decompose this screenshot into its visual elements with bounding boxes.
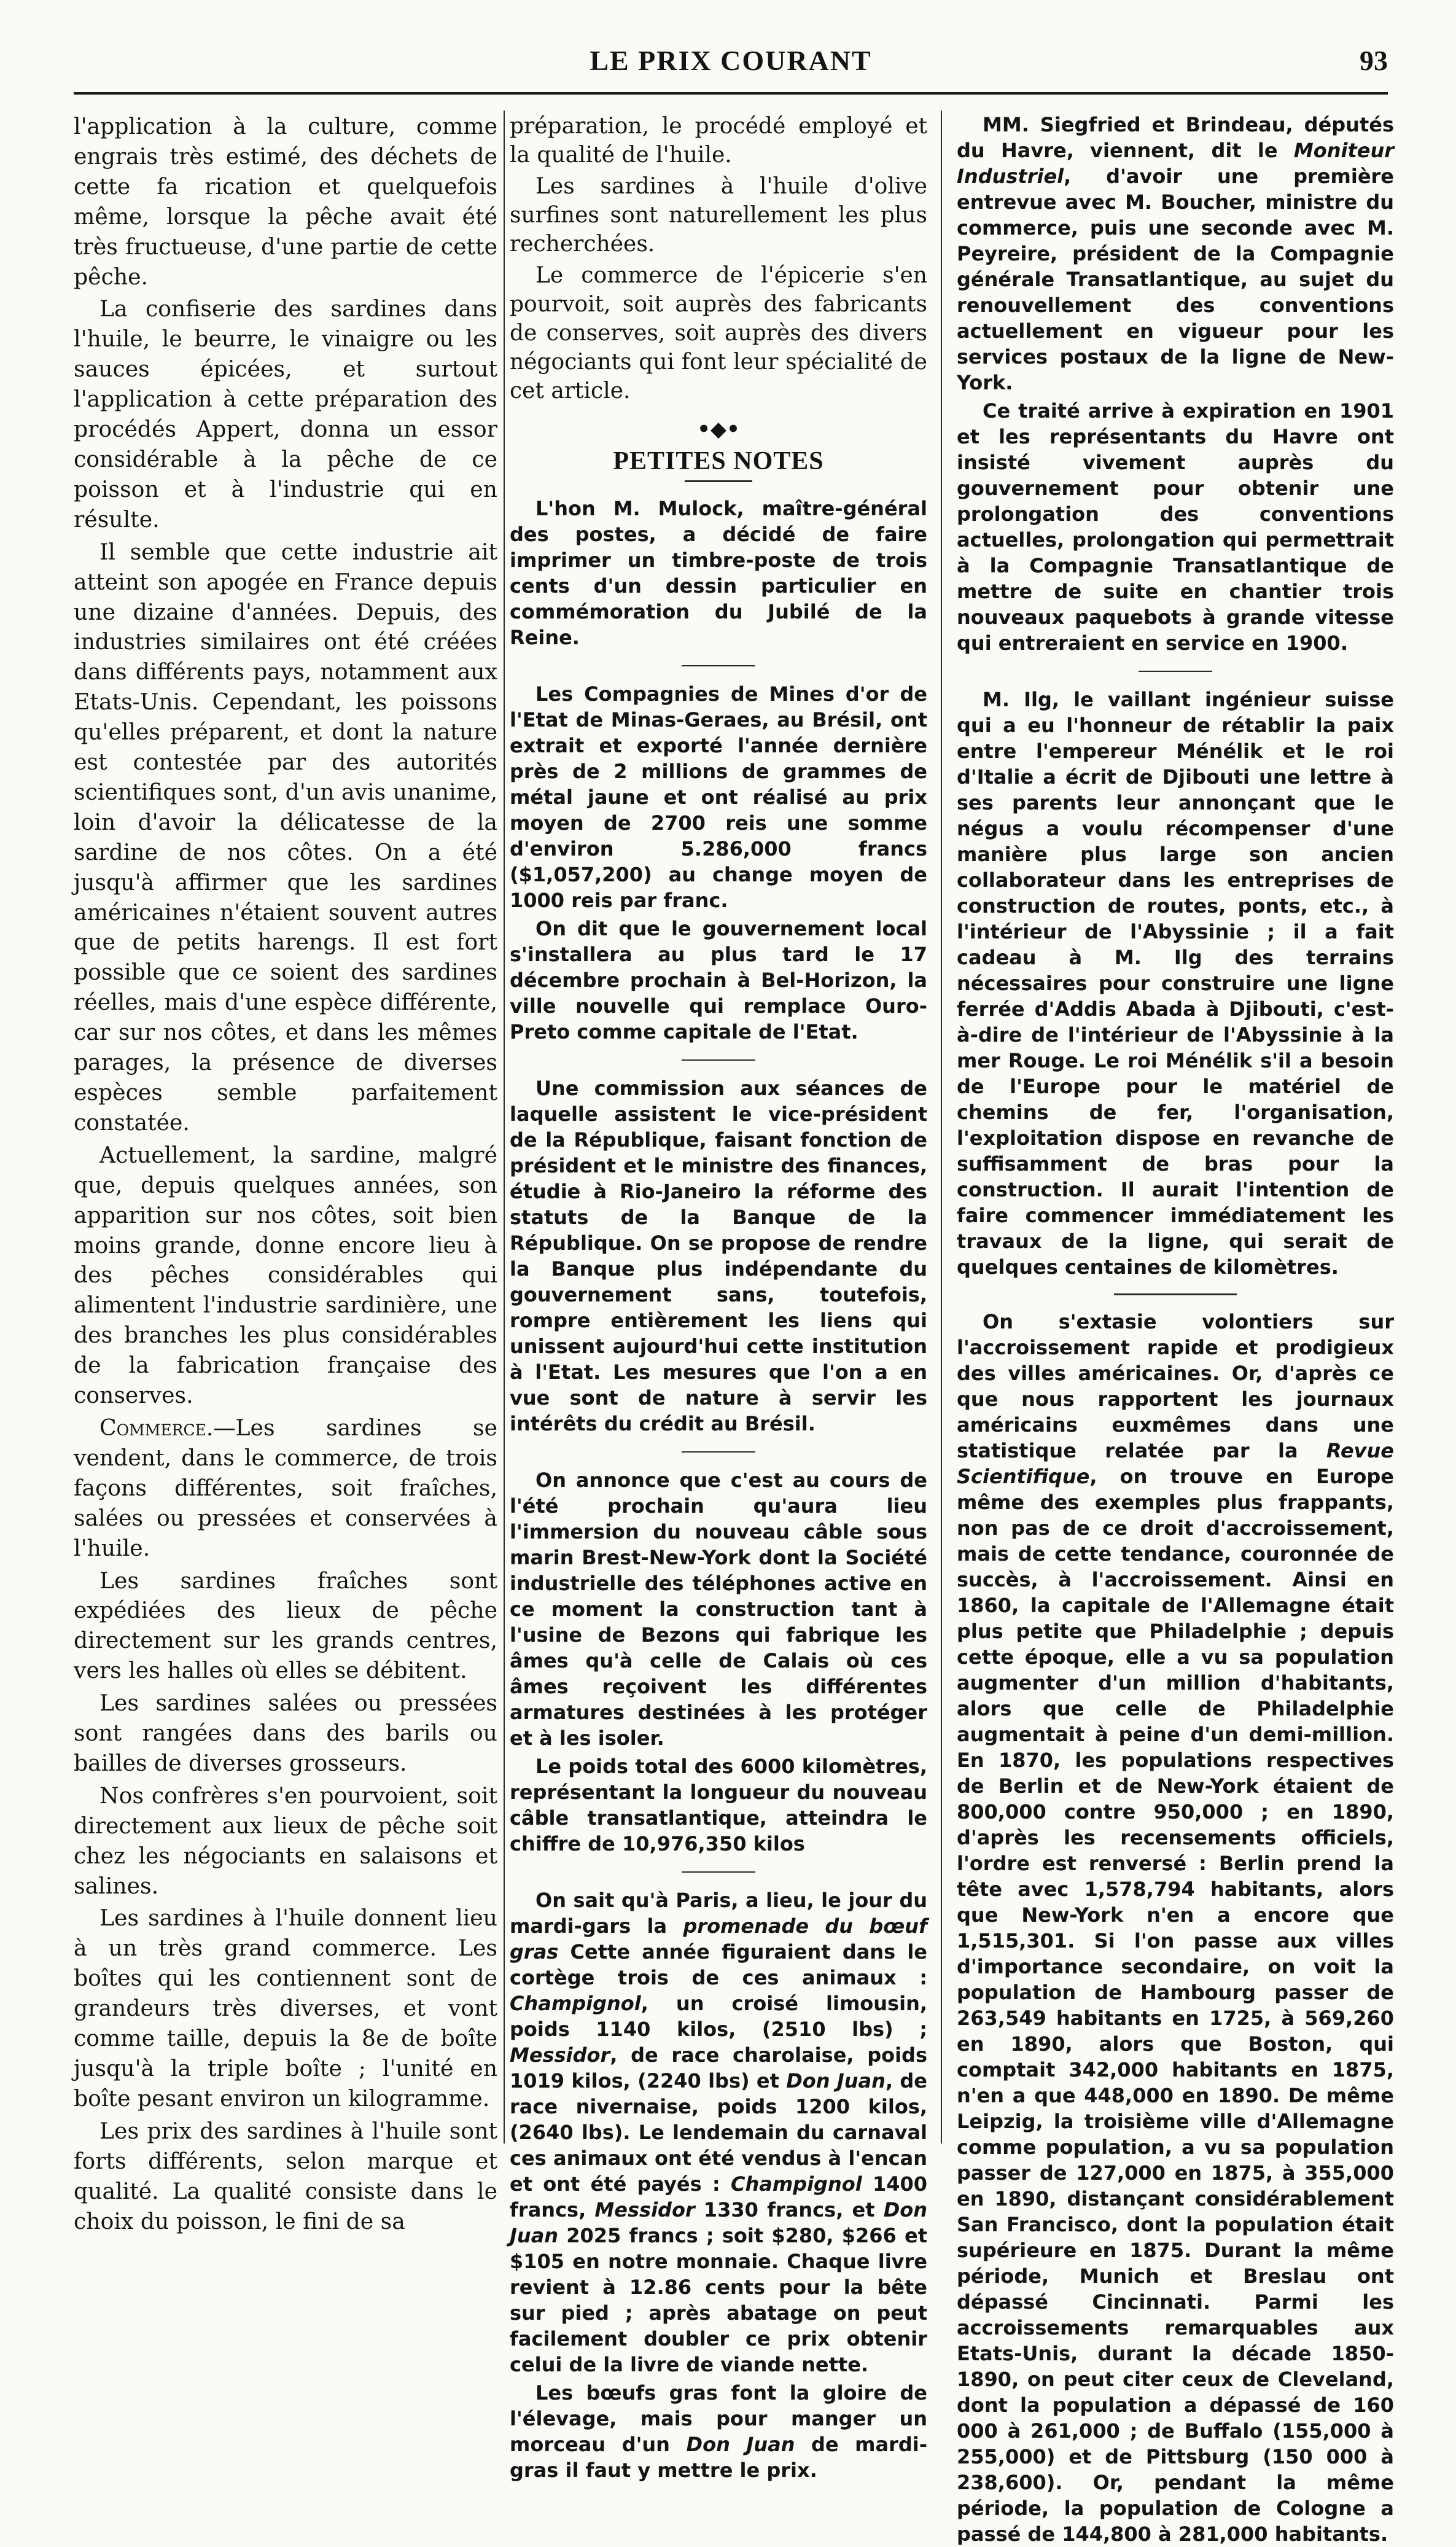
note-italic: Revue Scientifique xyxy=(957,1439,1394,1488)
paragraph: préparation, le procédé employé et la qualité de l'huile. xyxy=(510,114,927,168)
column-1 xyxy=(74,112,497,2234)
note-italic: Champignol xyxy=(730,2172,862,2196)
publication-title: LE PRIX COURANT xyxy=(590,45,872,76)
note-text: , un croisé limousin, poids 1140 kilos, (2510 lbs) ; xyxy=(510,1992,927,2041)
ornament-divider: •◆• xyxy=(697,417,740,442)
column-2 xyxy=(510,112,928,2482)
note-italic: promenade du bœuf gras xyxy=(510,1914,927,1964)
note-italic: Don Juan xyxy=(786,2069,886,2093)
paragraph: Les sardines à l'huile donnent lieu à un très grand commerce. Les boîtes qui les contiennent sont de grandeurs très diverses, et vont comme taille, depuis la 8e de boîte jusqu'à la triple boîte ; l'unité en boîte pesant environ un kilogramme. xyxy=(74,1905,497,2112)
note-italic: Messidor xyxy=(594,2198,695,2221)
note xyxy=(510,1887,927,2377)
page-header xyxy=(74,44,1388,87)
note: On annonce que c'est au cours de l'été prochain qu'aura lieu l'immersion du nouveau câble sous marin Brest-New-York dont la Société industrielle des téléphones active en ce moment la construction tant à l'usine de Bezons qui fabrique les âmes qu'à celle de Calais où ces âmes reçoivent les différentes armatures destinées à les protéger et à les isoler. xyxy=(510,1469,927,1750)
section-title: PETITES NOTES xyxy=(613,447,824,475)
note-text: On s'extasie volontiers sur l'accroissement rapide et prodigieux des villes américaines. Or, d'après ce que nous rapportent les journaux américains euxmêmes dans une statistique relatée par la xyxy=(957,1310,1394,1462)
column-3 xyxy=(957,112,1394,2546)
note-italic: Messidor xyxy=(510,2043,610,2067)
note-text: de mardi-gras il faut y mettre le prix. xyxy=(510,2433,928,2482)
paragraph: Le commerce de l'épicerie s'en pourvoit, soit auprès des fabricants de conserves, soit auprès des divers négociants qui font leur spécialité de cet article. xyxy=(510,263,927,404)
note-text: , de race charolaise, poids 1019 kilos, (2240 lbs) et xyxy=(510,2043,927,2093)
note-divider xyxy=(682,1871,755,1873)
paragraph: Les sardines salées ou pressées sont rangées dans des barils ou bailles de diverses grosseurs. xyxy=(74,1690,497,1776)
note-text: 1400 francs, xyxy=(510,2172,928,2221)
paragraph: Nos confrères s'en pourvoient, soit directement aux lieux de pêche soit chez les négociants en salaisons et salines. xyxy=(74,1782,497,1899)
note xyxy=(510,2380,927,2483)
commerce-label: Commerce. xyxy=(99,1414,214,1441)
note-italic: Moniteur Industriel xyxy=(957,139,1394,188)
note-italic: Champignol xyxy=(510,1992,641,2015)
note: Une commission aux séances de laquelle assistent le vice-président de la République, faisant fonction de président et le ministre des finances, étudie à Rio-Janeiro la réforme des statuts de la Banque de la République. On se propose de rendre la Banque plus indépendante du gouvernement sans, toutefois, rompre entièrement les liens qui unissent aujourd'hui cette institution à l'Etat. Les mesures que l'on a en vue sont de nature à servir les intérêts du crédit au Brésil. xyxy=(510,1077,927,1435)
column-divider-1 xyxy=(504,111,505,2143)
note-italic: Don Juan xyxy=(686,2433,795,2456)
paragraph: La confiserie des sardines dans l'huile, le beurre, le vinaigre ou les sauces épicées, et surtout l'application à cette préparation des procédés Appert, donna un essor considérable à la pêche de ce poisson et à l'industrie qui en résulte. xyxy=(74,295,497,532)
note-text: , on trouve en Europe même des exemples plus frappants, non pas de ce droit d'accroissement, mais de cette tendance, couronnée de succès, à l'accroissement. Ainsi en 1860, la capitale de l'Allemagne était plus petite que Philadelphie ; depuis cette époque, elle a vu sa population augmenter d'un million d'habitants, alors que celle de Philadelphie augmentait à peine d'un demi-million. En 1870, les populations respectives de Berlin et de New-York étaient de 800,000 contre 950,000 ; en 1890, d'après les recensements officiels, l'ordre est renversé : Berlin prend la tête avec 1,578,794 habitants, alors que New-York n'en a encore que 1,515,301. Si l'on passe aux villes d'importance secondaire, on voit la population de Hambourg passer de 263,549 habitants en 1725, à 569,260 en 1890, alors que Boston, qui comptait 342,000 habitants en 1875, n'en a que 448,000 en 1890. De même Leipzig, la troisième ville d'Allemagne comme population, a vu sa population passer de 127,000 en 1875, à 355,000 en 1890, distançant considérablement San Francisco, dont la population était supérieure en 1875. Durant la même période, Munich et Breslau ont dépassé Cincinnati. Parmi les accroissements remarquables aux Etats-Unis, durant la décade 1850-1890, on peut citer ceux de Cleveland, dont la population a dépassé de 160 000 à 261,000 ; de Buffalo (155,000 à 255,000) et de Pittsburg (150 000 à 238,600). Or, pendant la même période, la population de Cologne a passé de 144,800 à 281,000 habitants. xyxy=(957,1465,1394,2546)
column-divider-2 xyxy=(941,111,942,2143)
header-rule xyxy=(74,92,1388,95)
paragraph: Les sardines fraîches sont expédiées des lieux de pêche directement sur les grands centres, vers les halles où elles se débitent. xyxy=(74,1567,497,1684)
note-text: MM. Siegfried et Brindeau, députés du Havre, viennent, dit le xyxy=(957,113,1394,162)
note-text: Cette année figuraient dans le cortège trois de ces animaux : xyxy=(510,1940,927,1989)
paragraph: l'application à la culture, comme engrais très estimé, des déchets de cette fa rication et quelquefois même, lorsque la pêche avait été très fructueuse, d'une partie de cette pêche. xyxy=(74,113,497,290)
note: Ce traité arrive à expiration en 1901 et les représentants du Havre ont insisté vivement auprès du gouvernement pour obtenir une prolongation des conventions actuelles, prolongation qui permettrait à la Compagnie Transatlantique de mettre de suite en chantier trois nouveaux paquebots à grande vitesse qui entreraient en service en 1900. xyxy=(957,399,1394,655)
paragraph: Il semble que cette industrie ait atteint son apogée en France depuis une dizaine d'années. Depuis, des industries similaires ont été créées dans différents pays, notamment aux Etats-Unis. Cependant, les poissons qu'elles préparent, et dont la nature est contestée par des autorités scientifiques sont, d'un avis unanime, loin d'avoir la délicatesse de la sardine de nos côtes. On a été jusqu'à affirmer que les sardines américaines n'étaient souvent autres que de petits harengs. Il est fort possible que ce soient des sardines réelles, mais d'une espèce différente, car sur nos côtes, et dans les mêmes parages, la présence de diverses espèces semble parfaitement constatée. xyxy=(74,538,497,1136)
note-divider xyxy=(682,1451,755,1453)
paragraph: Les prix des sardines à l'huile sont forts différents, selon marque et qualité. La qualité consiste dans le choix du poisson, le fini de sa xyxy=(74,2117,497,2234)
note: M. Ilg, le vaillant ingénieur suisse qui a eu l'honneur de rétablir la paix entre l'empereur Ménélik et le roi d'Italie a écrit de Djibouti une lettre à ses parents leur annonçant que le négus a voulu récompenser d'une manière plus large son ancien collaborateur dans les entreprises de construction de routes, ponts, etc., à l'intérieur de l'Abyssinie ; il a fait cadeau à M. Ilg des terrains nécessaires pour construire une ligne ferrée d'Addis Abada à Djibouti, c'est-à-dire de l'intérieur de l'Abyssinie à la mer Rouge. Le roi Ménélik s'il a besoin de l'Europe pour le matériel de chemins de fer, l'organisation, l'exploitation dispose en revanche de suffisamment de bras pour la construction. Il aurait l'intention de faire commencer immédiatement les travaux de la ligne, qui serait de quelques centaines de kilomètres. xyxy=(957,688,1394,1279)
note: Le poids total des 6000 kilomètres, représentant la longueur du nouveau câble transatlantique, atteindra le chiffre de 10,976,350 kilos xyxy=(510,1755,927,1855)
paragraph: Actuellement, la sardine, malgré que, depuis quelques années, son apparition sur nos côtes, soit bien moins grande, donne encore lieu à des pêches considérables qui alimentent l'industrie sardinière, une des branches les plus considérables de la fabrication française des conserves. xyxy=(74,1141,497,1409)
note-divider xyxy=(1114,1293,1237,1295)
note-divider xyxy=(1139,671,1212,672)
note xyxy=(957,112,1394,396)
title-rule xyxy=(685,480,752,482)
note-text: 1330 francs, et xyxy=(695,2198,884,2221)
note-text: , de race nivernaise, poids 1200 kilos, (2640 lbs). Le lendemain du carnaval ces animaux ont été vendus à l'encan et ont été payés : xyxy=(510,2069,928,2196)
note-text: Les bœufs gras font la gloire de l'élevage, mais pour manger un morceau d'un xyxy=(510,2381,927,2456)
page-number: 93 xyxy=(1360,45,1388,76)
note: Les Compagnies de Mines d'or de l'Etat de Minas-Geraes, au Brésil, ont extrait et exporté l'année dernière près de 2 millions de grammes de métal jaune et ont réalisé au prix moyen de 2700 reis une somme d'environ 5.286,000 francs ($1,057,200) au change moyen de 1000 reis par franc. xyxy=(510,682,927,912)
note-divider xyxy=(682,665,755,666)
note-italic: Don Juan xyxy=(510,2198,928,2247)
note-text: 2025 francs ; soit $280, $266 et $105 en notre monnaie. Chaque livre revient à 12.86 cents pour la bête sur pied ; après abatage on peut facilement doubler ce prix obtenir celui de la livre de viande nette. xyxy=(510,2224,927,2376)
note-text: , d'avoir une première entrevue avec M. Boucher, ministre du commerce, puis une seconde avec M. Peyreire, président de la Compagnie générale Transatlantique, au sujet du renouvellement des conventions actuellement en vigueur pour les services postaux de la ligne de New-York. xyxy=(957,165,1394,394)
note-divider xyxy=(682,1059,755,1061)
note-text: On sait qu'à Paris, a lieu, le jour du mardi-gars la xyxy=(510,1889,927,1938)
paragraph-commerce xyxy=(74,1413,497,1564)
article-continuation xyxy=(510,112,927,405)
paragraph: Les sardines à l'huile d'olive surfines sont naturellement les plus recherchées. xyxy=(510,174,927,257)
note xyxy=(957,1309,1394,2547)
note: L'hon M. Mulock, maître-général des postes, a décidé de faire imprimer un timbre-poste de trois cents d'un dessin particulier en commémoration du Jubilé de la Reine. xyxy=(510,497,927,649)
paragraph-text: —Les sardines se vendent, dans le commerce, de trois façons différentes, soit fraîches, salées ou pressées et conservées à l'huile. xyxy=(74,1414,497,1561)
note: On dit que le gouvernement local s'installera au plus tard le 17 décembre prochain à Bel-Horizon, la ville nouvelle qui remplace Ouro-Preto comme capitale de l'Etat. xyxy=(510,917,927,1043)
